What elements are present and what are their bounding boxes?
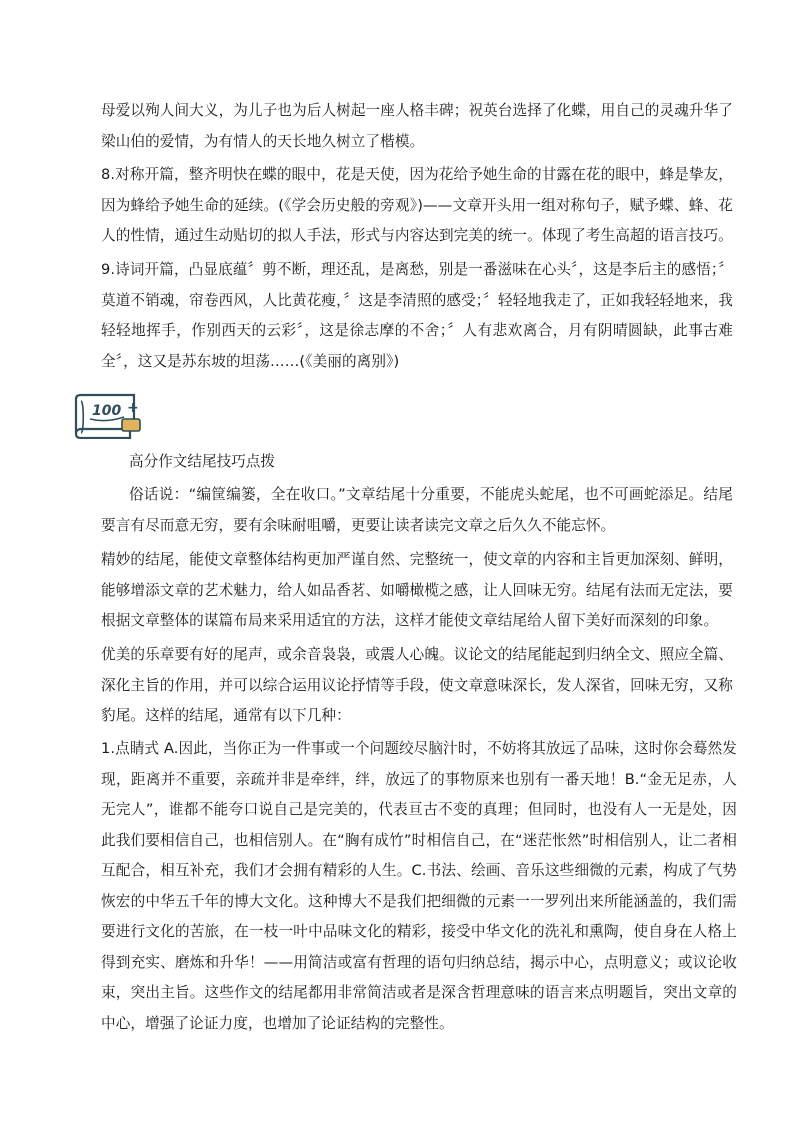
- paragraph-intro: 俗话说：“编筐编篓，全在收口。”文章结尾十分重要，不能虎头蛇尾，也不可画蛇添足。结尾要言有尽而意无穷，要有余味耐咀嚼，更要让读者读完文章之后久久不能忘怀。: [101, 486, 733, 534]
- paragraph-example-7-end: 母爱以殉人间大义，为儿子也为后人树起一座人格丰碑；祝英台选择了化蝶，用自己的灵魂升华了梁山伯的爱情，为有情人的天长地久树立了楷模。: [101, 102, 733, 150]
- paragraph-point-method: 1.点睛式 A.因此，当你正为一件事或一个问题绞尽脑汁时，不妨将其放远了品味，这时你会蓦然发现，距离并不重要，亲疏并非是牵绊，绊，放远了的事物原来也别有一番天地！B.“金无足赤，人无完人”，谁都不能夸口说自己是完美的，代表亘古不变的真理；但同时，也没有人一无是处，因此我们要相信自己，也相信别人。在“胸有成竹”时相信自己，在“迷茫怅然”时相信别人，让二者相互配合，相互补充，我们才会拥有精彩的人生。C.书法、绘画、音乐这些细微的元素，构成了气势恢宏的中华五千年的博大文化。这种博大不是我们把细微的元素一一罗列出来所能涵盖的，我们需要进行文化的苦旅，在一枝一叶中品味文化的精彩，接受中华文化的洗礼和熏陶，使自身在人格上得到充实、磨炼和升华！——用简洁或富有哲理的语句归纳总结，揭示中心，点明意义；或议论收束，突出主旨。这些作文的结尾都用非常简洁或者是深含哲理意味的语言来点明题旨，突出文章的中心，增强了论证力度，也增加了论证结构的完整性。: [101, 740, 737, 1032]
- score-text: 100: [92, 403, 122, 419]
- plus-sign: +: [127, 400, 139, 416]
- paragraph-wonderful-ending: 精妙的结尾，能使文章整体结构更加严谨自然、完整统一，使文章的内容和主旨更加深刻、鲜明，能够增添文章的艺术魅力，给人如品香茗、如嚼橄榄之感，让人回味无穷。结尾有法而无定法，要根据文章整体的谋篇布局来采用适宜的方法，这样才能使文章结尾给人留下美好而深刻的印象。: [101, 551, 733, 629]
- section-title: 高分作文结尾技巧点拨: [129, 453, 275, 470]
- paragraph-example-9: 9.诗词开篇，凸显底蕴〞剪不断，理还乱，是离愁，别是一番滋味在心头〞，这是李后主的感悟；〞莫道不销魂，帘卷西风，人比黄花瘦，〞这是李清照的感受；〞轻轻地我走了，正如我轻轻地来，我轻轻地挥手，作别西天的云彩〞，这是徐志摩的不舍；〞人有悲欢离合，月有阴晴圆缺，此事古难全〞，这又是苏东坡的坦荡……(《美丽的离别》): [101, 261, 733, 370]
- paragraph-example-8: 8.对称开篇，整齐明快在蝶的眼中，花是天使，因为花给予她生命的甘露在花的眼中，蜂是挚友，因为蜂给予她生命的延续。(《学会历史般的旁观》)——文章开头用一组对称句子，赋予蝶、蜂、花人的性情，通过生动贴切的拟人手法，形式与内容达到完美的统一。体现了考生高超的语言技巧。: [101, 166, 733, 244]
- paragraph-argument-ending: 优美的乐章要有好的尾声，或余音袅袅，或震人心魄。议论文的结尾能起到归纳全文、照应全篇、深化主旨的作用，并可以综合运用议论抒情等手段，使文章意味深长，发人深省，回味无穷，又称豹尾。这样的结尾，通常有以下几种：: [101, 646, 733, 724]
- score-100-scroll-icon: [72, 393, 146, 439]
